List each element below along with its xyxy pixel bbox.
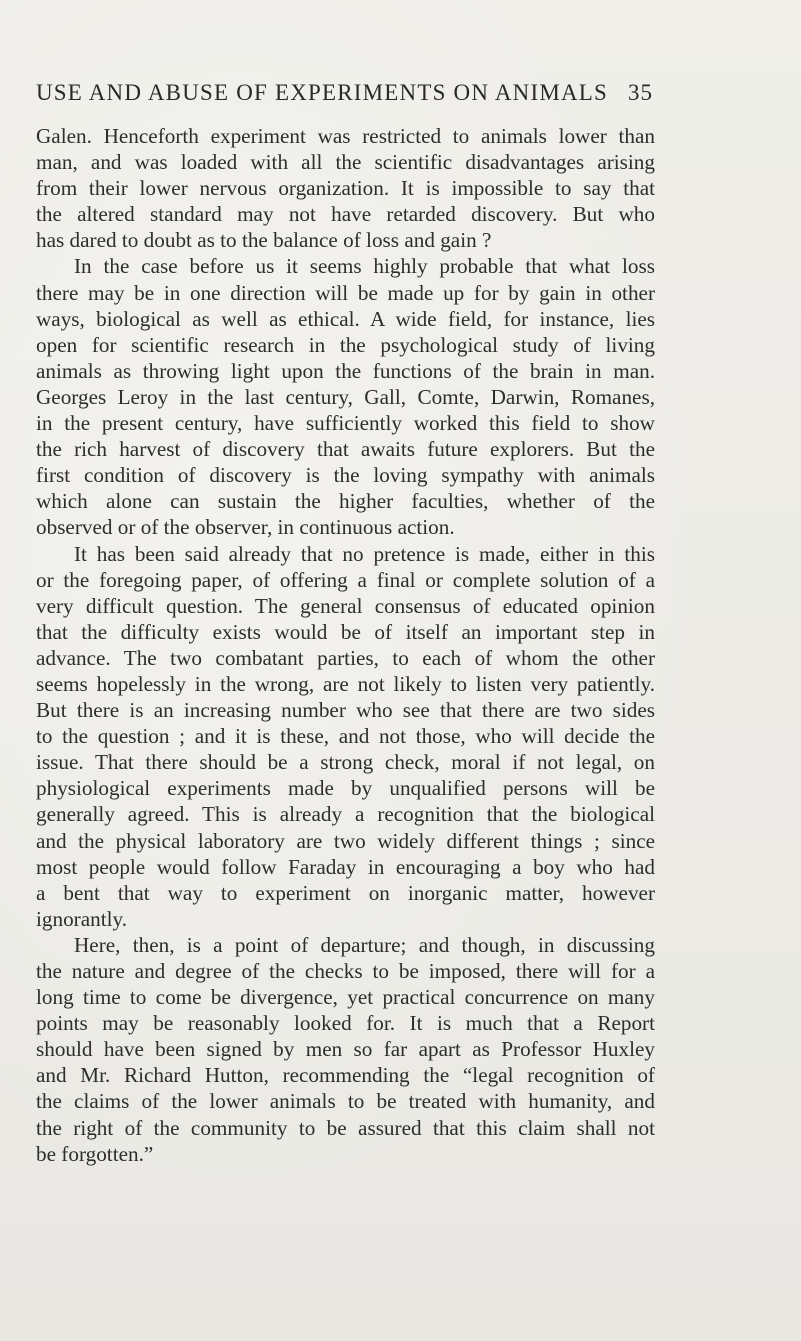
text-line: ignorantly. <box>36 906 128 931</box>
paragraph <box>36 253 655 540</box>
text-line: the rich harvest of discovery that awaits future explorers. But the <box>36 437 655 462</box>
text-line: or the foregoing paper, of offering a final or complete solution of a <box>36 567 655 592</box>
text-line: to the question ; and it is these, and not those, who will decide the <box>36 724 655 749</box>
text-line: that the difficulty exists would be of itself an important step in <box>36 619 655 644</box>
text-line: there may be in one direction will be made up for by gain in other <box>36 280 655 305</box>
text-line: be forgotten.” <box>36 1141 154 1166</box>
page-number: 35 <box>628 80 653 105</box>
text-line: seems hopelessly in the wrong, are not likely to listen very patiently. <box>36 671 655 696</box>
text-line: and Mr. Richard Hutton, recommending the “legal recognition of <box>36 1063 655 1088</box>
text-line: ways, biological as well as ethical. A wide field, for instance, lies <box>36 306 655 331</box>
running-head-title: USE AND ABUSE OF EXPERIMENTS ON ANIMALS <box>36 80 609 105</box>
text-line: the altered standard may not have retarded discovery. But who <box>36 202 655 227</box>
text-line: and the physical laboratory are two widely different things ; since <box>36 828 655 853</box>
paragraph <box>36 123 655 253</box>
text-line: advance. The two combatant parties, to each of whom the other <box>36 645 655 670</box>
paragraph <box>36 932 655 1167</box>
text-line: issue. That there should be a strong check, moral if not legal, on <box>36 750 655 775</box>
text-line: physiological experiments made by unqualified persons will be <box>36 776 655 801</box>
text-line: first condition of discovery is the loving sympathy with animals <box>36 463 655 488</box>
text-line: man, and was loaded with all the scientific disadvantages arising <box>36 150 655 175</box>
text-line: open for scientific research in the psychological study of living <box>36 332 655 357</box>
text-line: most people would follow Faraday in encouraging a boy who had <box>36 854 655 879</box>
text-line: animals as throwing light upon the functions of the brain in man. <box>36 358 655 383</box>
text-line: very difficult question. The general consensus of educated opinion <box>36 593 655 618</box>
body-text <box>36 123 655 1167</box>
text-line: in the present century, have sufficiently worked this field to show <box>36 411 655 436</box>
text-line: observed or of the observer, in continuous action. <box>36 515 455 540</box>
text-line: the nature and degree of the checks to be imposed, there will for a <box>36 959 655 983</box>
text-line: a bent that way to experiment on inorganic matter, however <box>36 880 655 905</box>
text-line: generally agreed. This is already a recognition that the biological <box>36 802 655 827</box>
running-head <box>36 80 656 106</box>
text-line: the claims of the lower animals to be treated with humanity, and <box>36 1089 655 1114</box>
text-line: Georges Leroy in the last century, Gall, Comte, Darwin, Romanes, <box>36 384 655 409</box>
paragraph <box>36 541 655 932</box>
text-line: Here, then, is a point of departure; and though, in discussing <box>74 932 655 957</box>
text-line: which alone can sustain the higher faculties, whether of the <box>36 489 655 514</box>
text-line: long time to come be divergence, yet practical concurrence on many <box>36 985 655 1010</box>
text-line: should have been signed by men so far apart as Professor Huxley <box>36 1037 655 1062</box>
text-line: points may be reasonably looked for. It is much that a Report <box>36 1011 655 1036</box>
text-line: has dared to doubt as to the balance of loss and gain ? <box>36 228 492 253</box>
text-line: In the case before us it seems highly probable that what loss <box>74 254 655 279</box>
text-line: the right of the community to be assured that this claim shall not <box>36 1115 655 1140</box>
text-line: But there is an increasing number who see that there are two sides <box>36 698 655 723</box>
text-line: It has been said already that no pretence is made, either in this <box>74 541 655 566</box>
text-line: Galen. Henceforth experiment was restricted to animals lower than <box>36 124 655 148</box>
text-line: from their lower nervous organization. It is impossible to say that <box>36 176 655 201</box>
